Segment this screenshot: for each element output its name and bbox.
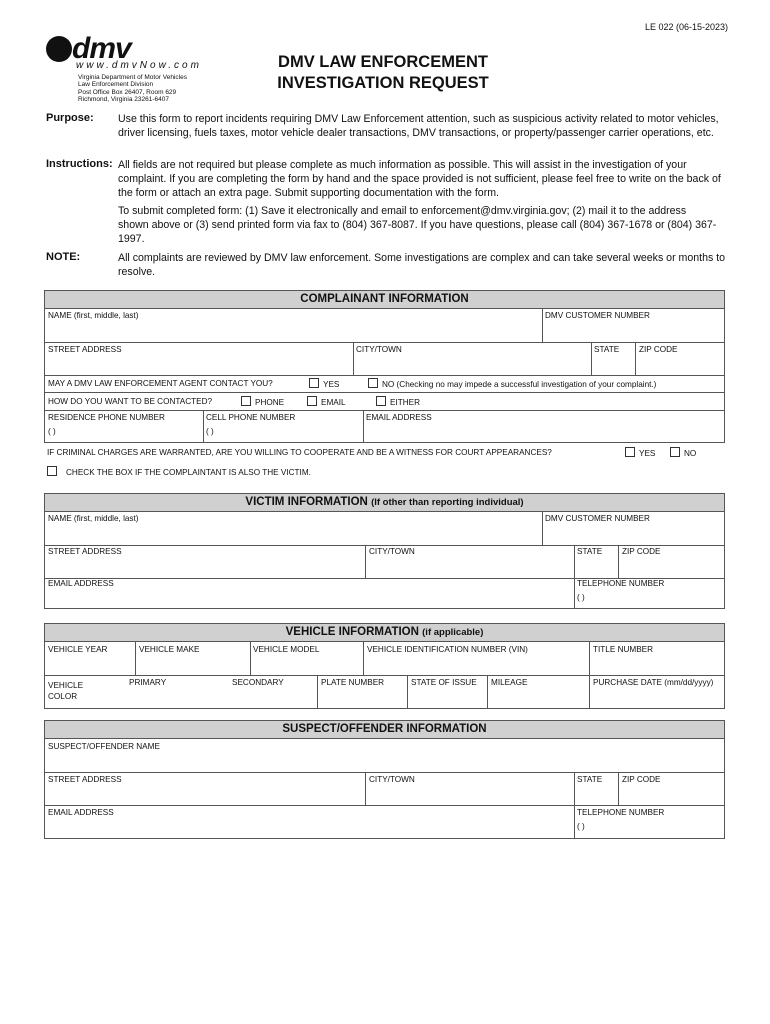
victim-section	[44, 493, 725, 609]
complainant-customer-number-field[interactable]: DMV CUSTOMER NUMBER	[545, 311, 650, 320]
note-label: NOTE:	[46, 251, 81, 263]
dmv-logo	[46, 32, 206, 106]
suspect-email-field[interactable]: EMAIL ADDRESS	[48, 808, 114, 817]
complainant-zip-field[interactable]: ZIP CODE	[639, 345, 678, 354]
suspect-section	[44, 720, 725, 839]
criminal-charges-question: IF CRIMINAL CHARGES ARE WARRANTED, ARE YOU WILLING TO COOPERATE AND BE A WITNESS FOR COURT APPEARANCES?	[47, 448, 552, 457]
vehicle-color-label: VEHICLE COLOR	[48, 681, 84, 701]
state-of-issue-field[interactable]: STATE OF ISSUE	[411, 678, 477, 687]
purpose-text: Use this form to report incidents requiring DMV Law Enforcement attention, such as suspicious activity related to motor vehicles, driver licensing, fuels taxes, motor vehicle dealer transactions, DMV transactions, or property/passenger carrier operations, etc.	[118, 113, 719, 139]
vehicle-model-field[interactable]: VEHICLE MODEL	[253, 645, 320, 654]
criminal-no-option[interactable]: NO	[670, 447, 696, 458]
vehicle-primary-color-field[interactable]: PRIMARY	[129, 678, 167, 687]
cell-phone-paren: ( )	[206, 427, 214, 436]
submit-text: To submit completed form: (1) Save it electronically and email to enforcement@dmv.virginia.gov; (2) mail it to the address shown above or (3) send printed form via fax to (804) 367-8087. If you have questions, please call (804) 367-1678 or (804) 367-1997.	[118, 205, 717, 245]
how-contact-question: HOW DO YOU WANT TO BE CONTACTED?	[48, 397, 213, 406]
victim-state-field[interactable]: STATE	[577, 547, 603, 556]
vehicle-heading: VEHICLE INFORMATION (if applicable)	[45, 624, 724, 642]
suspect-street-field[interactable]: STREET ADDRESS	[48, 775, 122, 784]
contact-phone-option[interactable]: PHONE	[241, 396, 284, 407]
note-text: All complaints are reviewed by DMV law enforcement. Some investigations are complex and can take several weeks or months to resolve.	[118, 252, 726, 278]
victim-telephone-field[interactable]: TELEPHONE NUMBER	[577, 579, 665, 588]
complainant-section	[44, 290, 725, 443]
complainant-city-field[interactable]: CITY/TOWN	[356, 345, 402, 354]
vehicle-vin-field[interactable]: VEHICLE IDENTIFICATION NUMBER (VIN)	[367, 645, 528, 654]
victim-customer-number-field[interactable]: DMV CUSTOMER NUMBER	[545, 514, 650, 523]
mileage-field[interactable]: MILEAGE	[491, 678, 528, 687]
instructions-text: All fields are not required but please complete as much information as possible. This will assist in the investigation of your complaint. If you are completing the form by hand and the space provided is not sufficient, please feel free to write on the back of the form or attach an extra page. Submit supporting documentation with the form.	[118, 159, 721, 199]
also-victim-checkbox[interactable]	[47, 466, 57, 476]
victim-street-field[interactable]: STREET ADDRESS	[48, 547, 122, 556]
suspect-heading: SUSPECT/OFFENDER INFORMATION	[45, 721, 724, 739]
complainant-state-field[interactable]: STATE	[594, 345, 620, 354]
criminal-no-checkbox[interactable]	[670, 447, 680, 457]
contact-no-option[interactable]: NO (Checking no may impede a successful investigation of your complaint.)	[368, 378, 656, 389]
suspect-telephone-paren: ( )	[577, 822, 585, 831]
vehicle-make-field[interactable]: VEHICLE MAKE	[139, 645, 200, 654]
complainant-name-field[interactable]: NAME (first, middle, last)	[48, 311, 139, 320]
victim-name-field[interactable]: NAME (first, middle, last)	[48, 514, 139, 523]
form-code: LE 022 (06-15-2023)	[644, 22, 728, 32]
contact-either-checkbox[interactable]	[376, 396, 386, 406]
victim-telephone-paren: ( )	[577, 593, 585, 602]
complainant-heading: COMPLAINANT INFORMATION	[45, 291, 724, 309]
victim-email-field[interactable]: EMAIL ADDRESS	[48, 579, 114, 588]
victim-zip-field[interactable]: ZIP CODE	[622, 547, 661, 556]
suspect-state-field[interactable]: STATE	[577, 775, 603, 784]
contact-either-option[interactable]: EITHER	[376, 396, 420, 407]
criminal-yes-checkbox[interactable]	[625, 447, 635, 457]
suspect-name-field[interactable]: SUSPECT/OFFENDER NAME	[48, 742, 160, 751]
contact-yes-option[interactable]: YES	[309, 378, 339, 389]
suspect-zip-field[interactable]: ZIP CODE	[622, 775, 661, 784]
complainant-email-field[interactable]: EMAIL ADDRESS	[366, 413, 432, 422]
page-title: DMV LAW ENFORCEMENT INVESTIGATION REQUEST	[277, 53, 489, 92]
cell-phone-field[interactable]: CELL PHONE NUMBER	[206, 413, 296, 422]
victim-heading: VICTIM INFORMATION (If other than reporting individual)	[45, 494, 724, 512]
contact-email-option[interactable]: EMAIL	[307, 396, 346, 407]
criminal-yes-option[interactable]: YES	[625, 447, 655, 458]
suspect-telephone-field[interactable]: TELEPHONE NUMBER	[577, 808, 665, 817]
residence-phone-paren: ( )	[48, 427, 56, 436]
vehicle-title-number-field[interactable]: TITLE NUMBER	[593, 645, 654, 654]
vehicle-year-field[interactable]: VEHICLE YEAR	[48, 645, 108, 654]
residence-phone-field[interactable]: RESIDENCE PHONE NUMBER	[48, 413, 165, 422]
vehicle-secondary-color-field[interactable]: SECONDARY	[232, 678, 284, 687]
complainant-street-field[interactable]: STREET ADDRESS	[48, 345, 122, 354]
logo-address: Virginia Department of Motor Vehicles Law Enforcement Division Post Office Box 26407, Room 629 Richmond, Virginia 23261-6407	[78, 74, 187, 103]
dmv-swoosh-icon	[46, 36, 72, 62]
contact-email-checkbox[interactable]	[307, 396, 317, 406]
victim-city-field[interactable]: CITY/TOWN	[369, 547, 415, 556]
vehicle-section	[44, 623, 725, 709]
contact-phone-checkbox[interactable]	[241, 396, 251, 406]
also-victim-option[interactable]: CHECK THE BOX IF THE COMPLAINTANT IS ALSO THE VICTIM.	[47, 466, 311, 477]
contact-yes-checkbox[interactable]	[309, 378, 319, 388]
purchase-date-field[interactable]: PURCHASE DATE (mm/dd/yyyy)	[593, 678, 714, 687]
instructions-label: Instructions:	[46, 158, 113, 170]
purpose-label: Purpose:	[46, 112, 94, 124]
suspect-city-field[interactable]: CITY/TOWN	[369, 775, 415, 784]
plate-number-field[interactable]: PLATE NUMBER	[321, 678, 385, 687]
contact-no-checkbox[interactable]	[368, 378, 378, 388]
contact-question: MAY A DMV LAW ENFORCEMENT AGENT CONTACT YOU?	[48, 379, 273, 388]
logo-brand: dmv	[72, 32, 131, 65]
logo-site: www.dmvNow.com	[76, 60, 202, 71]
